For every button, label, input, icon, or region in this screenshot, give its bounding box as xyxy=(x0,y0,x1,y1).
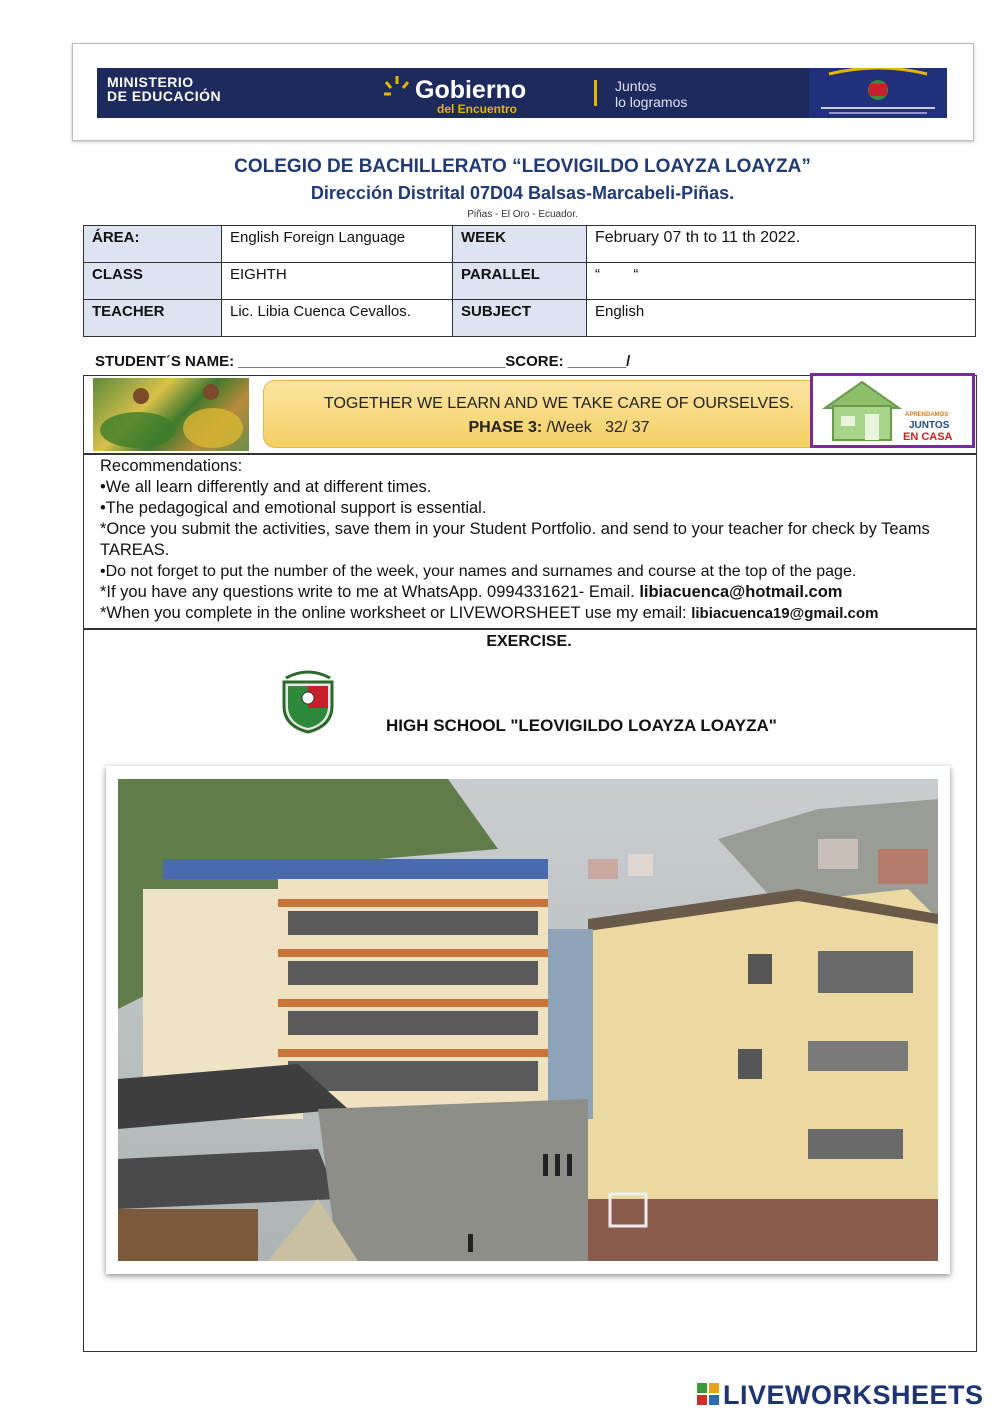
online-recommendation xyxy=(100,603,960,624)
exercise-title: EXERCISE. xyxy=(486,633,572,650)
district-title: Dirección Distrital 07D04 Balsas-Marcabeli-Piñas. xyxy=(310,183,735,203)
recommendations xyxy=(100,456,960,624)
phase-label: PHASE 3: xyxy=(468,419,543,436)
ministry-logo xyxy=(107,75,221,103)
parallel-value: “ “ xyxy=(587,263,976,300)
email-hotmail[interactable]: libiacuenca@hotmail.com xyxy=(639,583,843,601)
juntos-line2: lo logramos xyxy=(615,94,688,110)
house-icon xyxy=(817,378,907,442)
ministry-line2: DE EDUCACIÓN xyxy=(107,88,222,104)
crest-icon xyxy=(809,68,947,118)
recommendation-item: *Once you submit the activities, save them in your Student Portfolio. and send to your teacher for check by Teams TAREAS. xyxy=(100,520,930,559)
sunburst-icon xyxy=(382,74,412,112)
teacher-value: Lic. Libia Cuenca Cevallos. xyxy=(222,300,453,337)
student-name-score-line: STUDENT´S NAME: ________________________________SCORE: _______/ xyxy=(95,353,631,370)
juntos-slogan xyxy=(615,78,687,110)
house-text3: EN CASA xyxy=(903,431,953,443)
school-shield-icon xyxy=(278,668,338,734)
house-text1: APRENDAMOS xyxy=(905,412,949,418)
info-table xyxy=(83,225,976,337)
recommendation-item: •Do not forget to put the number of the week, your names and surnames and course at the top of the page. xyxy=(100,563,857,580)
phase-banner xyxy=(263,380,855,448)
liveworksheets-logo-icon xyxy=(697,1383,719,1405)
school-title: COLEGIO DE BACHILLERATO “LEOVIGILDO LOAYZA LOAYZA” xyxy=(234,156,811,177)
del-encuentro-text: del Encuentro xyxy=(437,102,518,116)
location-text: Piñas - El Oro - Ecuador. xyxy=(467,209,578,220)
recommendations-heading: Recommendations: xyxy=(100,457,243,475)
high-school-title: HIGH SCHOOL "LEOVIGILDO LOAYZA LOAYZA" xyxy=(386,716,777,735)
online-text: *When you complete in the online worksheet or LIVEWORSHEET use my email: xyxy=(100,604,692,622)
email-gmail[interactable]: libiacuenca19@gmail.com xyxy=(691,605,879,622)
gobierno-logo: Gobierno xyxy=(415,76,527,104)
subject-label: SUBJECT xyxy=(453,300,587,337)
liveworksheets-brand[interactable]: LIVEWORKSHEETS xyxy=(723,1380,984,1410)
whatsapp-text: *If you have any questions write to me at WhatsApp. 0994331621- Email. xyxy=(100,583,640,601)
table-row xyxy=(84,263,976,300)
recommendation-item: •We all learn differently and at different times. xyxy=(100,478,432,496)
week-label: WEEK xyxy=(453,226,587,263)
ministry-line1: MINISTERIO xyxy=(107,74,194,90)
stay-home-logo xyxy=(810,373,975,448)
subject-value: English xyxy=(587,300,976,337)
banner-divider xyxy=(594,80,597,106)
dancers-image-icon xyxy=(93,378,249,451)
recommendation-item: •The pedagogical and emotional support is essential. xyxy=(100,499,487,517)
week-fraction: /Week 32/ 37 xyxy=(542,419,650,436)
parallel-label: PARALLEL xyxy=(453,263,587,300)
area-value: English Foreign Language xyxy=(222,226,453,263)
phase-week-text xyxy=(264,419,854,437)
class-value: EIGHTH xyxy=(222,263,453,300)
motto-text: TOGETHER WE LEARN AND WE TAKE CARE OF OURSELVES. xyxy=(323,395,794,412)
class-label: CLASS xyxy=(84,263,222,300)
juntos-line1: Juntos xyxy=(615,78,657,94)
school-photo xyxy=(118,779,938,1261)
table-row xyxy=(84,300,976,337)
dancers-photo xyxy=(93,378,249,451)
school-building-image xyxy=(118,779,938,1261)
house-text2: JUNTOS xyxy=(909,420,950,431)
table-row xyxy=(84,226,976,263)
area-label: ÁREA: xyxy=(84,226,222,263)
teacher-label: TEACHER xyxy=(84,300,222,337)
school-crest-banner xyxy=(809,68,947,118)
week-value: February 07 th to 11 th 2022. xyxy=(587,226,976,263)
header-banner xyxy=(97,68,947,118)
whatsapp-recommendation xyxy=(100,582,960,603)
